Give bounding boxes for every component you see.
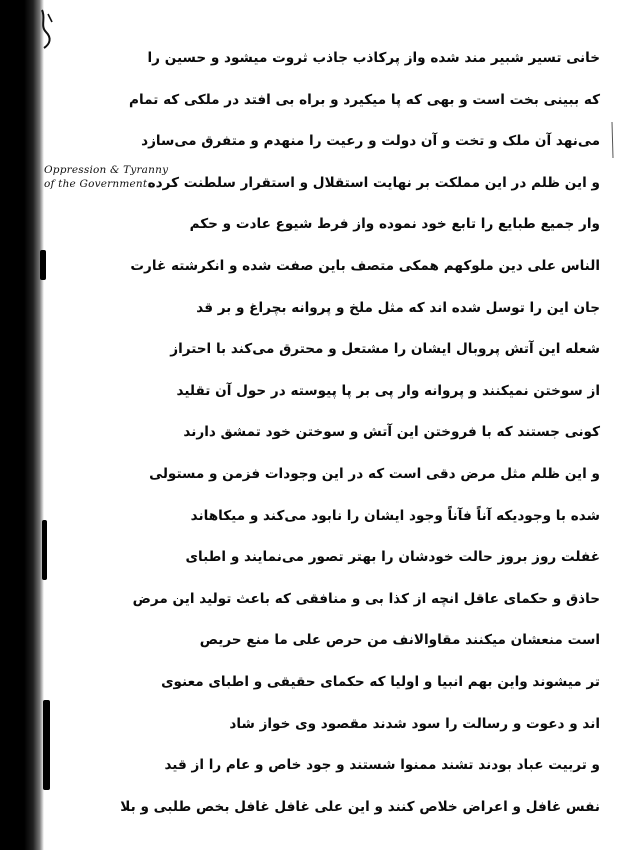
manuscript-line: غفلت روز بروز حالت خودشان را بهتر تصور می‌نمایند و اطبای (185, 549, 600, 566)
manuscript-line: اند و دعوت و رسالت را سود شدند مقصود وی خواز شاد (229, 715, 600, 732)
manuscript-line: می‌نهد آن ملک و تخت و آن دولت و رعیت را منهدم و متفرق می‌سازد (141, 133, 600, 150)
scan-speck (43, 700, 50, 790)
manuscript-line: و این ظلم در این مملکت بر نهایت استقلال و استقرار سلطنت کرده (147, 174, 600, 191)
manuscript-line: وار جمیع طبایع را تابع خود نموده واز فرط شیوع عادت و حکم (189, 216, 600, 233)
margin-annotation-line-2: of the Government. (44, 178, 151, 190)
manuscript-line: نفس غافل و اعراض خلاص کنند و این علی غافل غافل بخص طلبی و بلا (120, 798, 600, 815)
persian-manuscript-text (120, 38, 600, 828)
manuscript-line: حاذق و حکمای عاقل انچه از کذا بی و منافقی که باعث تولید این مرض (132, 590, 600, 607)
scan-speck (42, 520, 47, 580)
manuscript-line: خانی تسیر شبیر مند شده واز پرکاذب جاذب ثروت میشود و حسین را (147, 50, 600, 66)
corner-scribble-mark (36, 8, 56, 50)
manuscript-line: و تربیت عباد بودند تشند ممنوا شستند و جود خاص و عام را از قید (164, 757, 600, 774)
right-margin-scratch (607, 120, 617, 160)
manuscript-line: شعله این آتش پروبال ایشان را مشتعل و محترق می‌کند با احتراز (170, 341, 600, 358)
manuscript-line: کونی جستند که با فروختن این آتش و سوختن خود تمشق دارند (183, 424, 600, 441)
manuscript-line: است منعشان میکنند مقاوالانف من حرص علی ما منع حریص (199, 632, 600, 649)
manuscript-line: که ببینی بخت است و بهی که پا میکیرد و براه بی افتد در ملکی که تمام (129, 91, 600, 108)
margin-annotation-line-1: Oppression & Tyranny (44, 164, 169, 176)
scan-speck (40, 250, 46, 280)
manuscript-line: و این ظلم مثل مرض دقی است که در این وجودات فزمن و مستولی (149, 465, 600, 482)
manuscript-line: جان این را توسل شده اند که مثل ملخ و پروانه بچراغ و بر قد (196, 299, 600, 316)
manuscript-line: شده با وجودیکه آناً فآناً وجود ایشان را نابود می‌کند و میکاهاند (190, 507, 600, 524)
scan-dark-left-edge (0, 0, 44, 850)
manuscript-line: تر میشوند واین بهم انبیا و اولیا که حکمای حقیقی و اطبای معنوی (161, 673, 600, 690)
manuscript-line: الناس علی دین ملوکهم همکی متصف باین صفت شده و انکرشته غارت (130, 257, 600, 274)
manuscript-line: از سوختن نمیکنند و پروانه وار پی بر پا پیوسته در حول آن تقلید (176, 382, 600, 399)
